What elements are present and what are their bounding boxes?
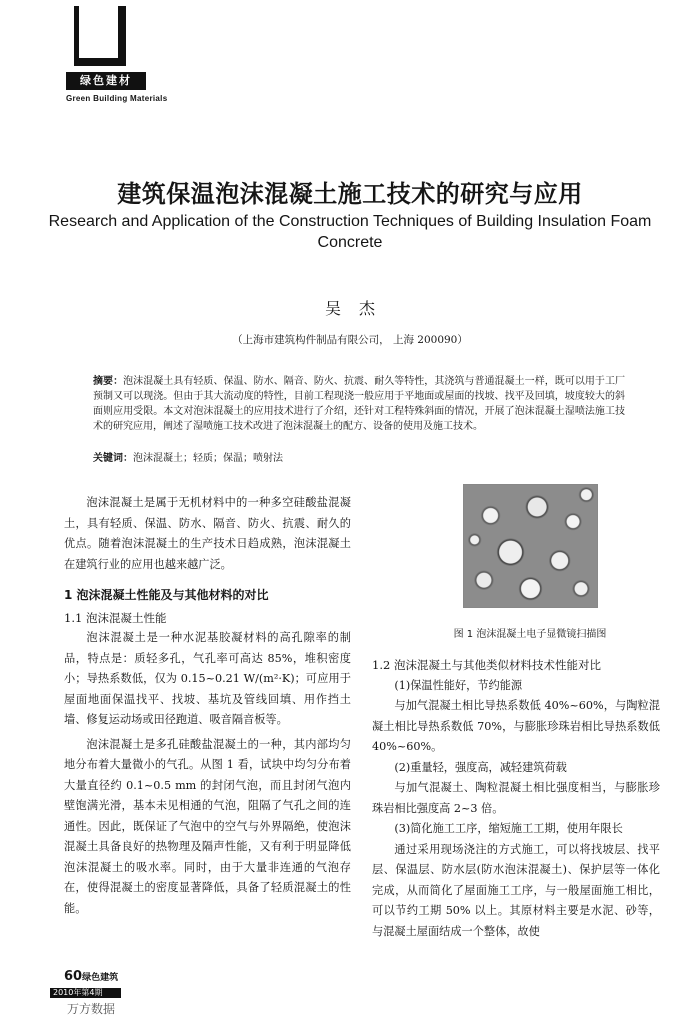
page-footer — [64, 969, 118, 984]
item-3-title: (3)简化施工工序，缩短施工工期，使用年限长 — [394, 822, 623, 835]
masthead-english-name: Green Building Materials — [66, 94, 168, 103]
page-number: 60 — [64, 969, 83, 984]
abstract-text: 泡沫混凝土具有轻质、保温、防水、隔音、防火、抗震、耐久等特性，其浇筑与普通混凝土一样，既可以用于工厂预制又可以现浇。但由于其大流动度的特性，目前工程现浇一般应用于平地面或屋面的找坡、找平及回填，坡度较大的斜面则应用受限。本文对泡沫混凝土的应用技术进行了介绍，还针对工程特殊斜面的情况，开展了泡沫混凝土湿喷法施工技术的研究应用，阐述了湿喷施工技术改进了泡沫混凝土的配方、设备的使用及施工技术。 — [93, 376, 626, 432]
section-1-2-heading: 1.2 泡沫混凝土与其他类似材料技术性能对比 — [372, 658, 601, 672]
keywords — [93, 451, 625, 466]
left-column — [64, 493, 351, 919]
right-column — [372, 655, 660, 942]
pore-structure-paragraph: 泡沫混凝土是多孔硅酸盐混凝土的一种，其内部均匀地分布着大量微小的气孔。从图 1 看，试块中均匀分布着大量直径约 0.1~0.5 mm 的封闭气泡，而且封闭气泡内壁饱满光滑，基本未见相通的气泡，阻隔了气孔之间的连通性。因此，既保证了气泡中的空气与外界隔绝，使泡沫混凝土具备良好的热物理及隔声性能，又有利于明显降低泡沫混凝土的吸水率。同时，由于大量非连通的气泡存在，使得混凝土的密度显著降低，具备了轻质混凝土的性能。 — [64, 737, 351, 915]
keywords-text: 泡沫混凝土；轻质；保温；喷射法 — [133, 453, 283, 464]
paper-title-chinese: 建筑保温泡沫混凝土施工技术的研究与应用 — [117, 180, 583, 208]
author-name: 吴杰 — [324, 299, 393, 318]
masthead-logo-text: 绿色建材 — [66, 72, 146, 90]
item-1-title: (1)保温性能好，节约能源 — [394, 678, 523, 692]
masthead-logo-bar-right — [118, 6, 126, 66]
masthead-logo-bar-left — [74, 6, 79, 66]
figure-1-caption: 图 1 泡沫混凝土电子显微镜扫描图 — [453, 629, 607, 640]
abstract — [93, 374, 625, 434]
masthead-logo-base — [74, 58, 126, 66]
item-2-text: 与加气混凝土、陶粒混凝土相比强度相当，与膨胀珍珠岩相比强度高 2~3 倍。 — [372, 781, 660, 815]
journal-name: 绿色建筑 — [82, 973, 119, 983]
properties-paragraph: 泡沫混凝土是一种水泥基胶凝材料的高孔隙率的制品，特点是：质轻多孔，气孔率可高达 85%，堆积密度小；导热系数低，仅为 0.15~0.21 W/(m²·K)；可应用于屋面地面保温找平、找坡、基坑及管线回填、用作挡土墙、修复运动场或田径跑道、吸音隔音板等。 — [64, 631, 351, 726]
item-1-text: 与加气混凝土相比导热系数低 40%~60%，与陶粒混凝土相比导热系数低 70%，与膨胀珍珠岩相比导热系数低 40%~60%。 — [372, 699, 660, 753]
section-1-1-heading: 1.1 泡沫混凝土性能 — [64, 610, 167, 625]
section-1-heading: 1 泡沫混凝土性能及与其他材料的对比 — [64, 588, 269, 602]
keywords-label: 关键词： — [93, 453, 133, 464]
paper-title-english: Research and Application of the Construction Techniques of Building Insulation Foam Concrete — [48, 213, 652, 251]
item-3-text: 通过采用现场浇注的方式施工，可以将找坡层、找平层、保温层、防水层(防水泡沫混凝土)、保护层等一体化完成，从而简化了屋面施工工序，与一般屋面施工相比，可以节约工期 50% 以上。其原材料主要是水泥、砂等，与混凝土屋面结成一个整体，故使 — [372, 842, 660, 938]
year-issue: 2010年第4期 — [50, 988, 121, 998]
journal-masthead — [66, 6, 196, 104]
sem-micrograph-image — [463, 484, 598, 608]
item-2-title: (2)重量轻，强度高，减轻建筑荷载 — [394, 760, 567, 774]
intro-paragraph: 泡沫混凝土是属于无机材料中的一种多空硅酸盐混凝土，具有轻质、保温、防水、隔音、防火、抗震、耐久的优点。随着泡沫混凝土的生产技术日趋成熟，泡沫混凝土在建筑行业的应用也越来越广泛。 — [64, 496, 351, 571]
author-affiliation: （上海市建筑构件制品有限公司， 上海 200090） — [232, 334, 468, 346]
abstract-label: 摘要： — [93, 376, 124, 387]
database-watermark: 万方数据 — [67, 1002, 116, 1016]
